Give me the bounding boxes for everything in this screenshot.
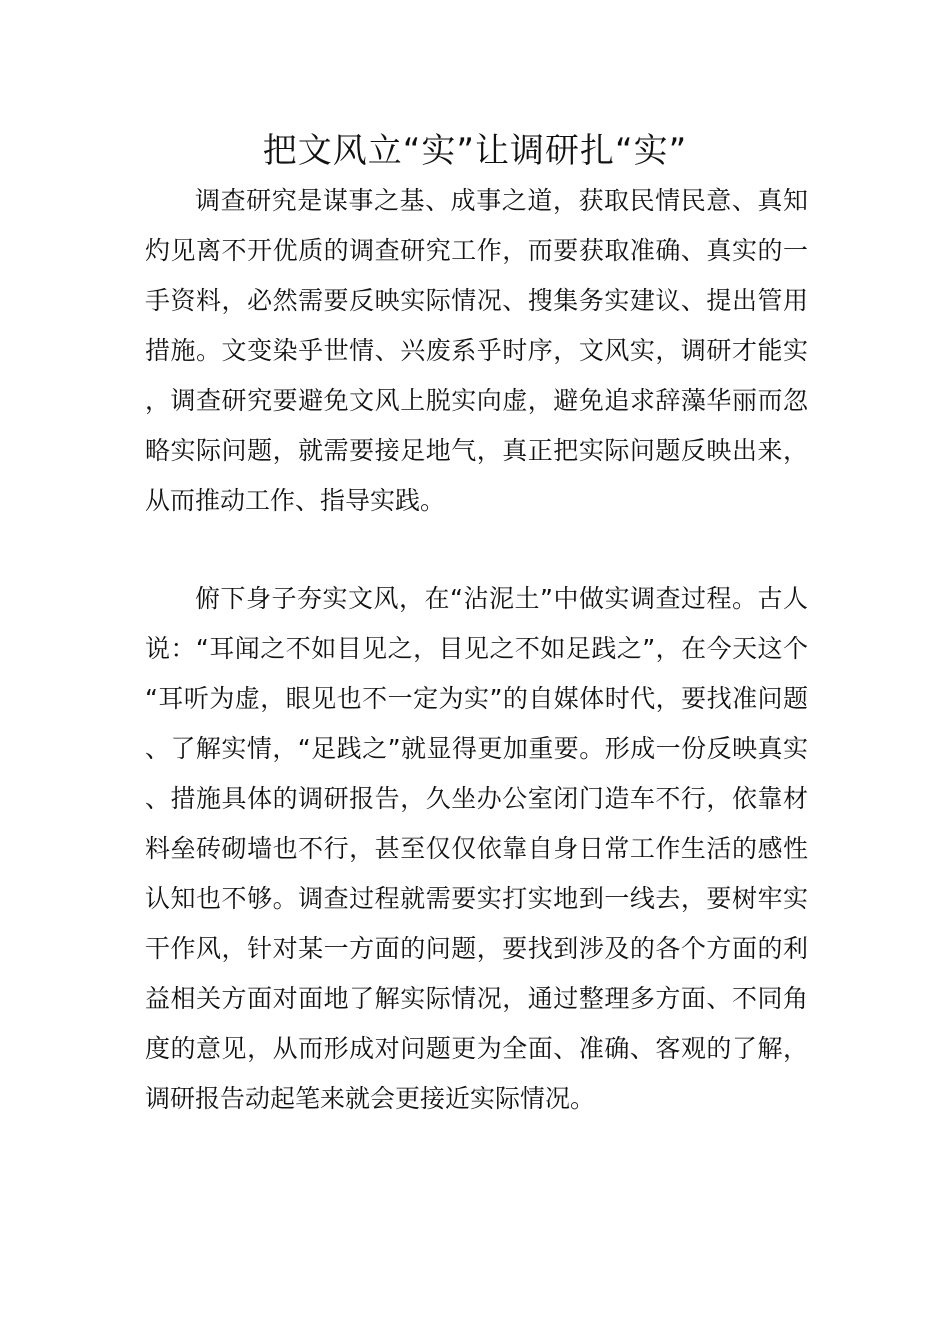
- paragraph-1: 调查研究是谋事之基、成事之道，获取民情民意、真知灼见离不开优质的调查研究工作，而要获取准确、真实的一手资料，必然需要反映实际情况、搜集务实建议、提出管用措施。文变染乎世情、兴废系乎时序，文风实，调研才能实，调查研究要避免文风上脱实向虚，避免追求辞藻华丽而忽略实际问题，就需要接足地气，真正把实际问题反映出来，从而推动工作、指导实践。: [145, 186, 808, 515]
- paragraph-2: 俯下身子夯实文风，在“沾泥土”中做实调查过程。古人说：“耳闻之不如目见之，目见之不如足践之”，在今天这个“耳听为虚，眼见也不一定为实”的自媒体时代，要找准问题、了解实情，“足践之”就显得更加重要。形成一份反映真实、措施具体的调研报告，久坐办公室闭门造车不行，依靠材料垒砖砌墙也不行，甚至仅仅依靠自身日常工作生活的感性认知也不够。调查过程就需要实打实地到一线去，要树牢实干作风，针对某一方面的问题，要找到涉及的各个方面的利益相关方面对面地了解实际情况，通过整理多方面、不同角度的意见，从而形成对问题更为全面、准确、客观的了解，调研报告动起笔来就会更接近实际情况。: [145, 584, 808, 1113]
- document-title: 把文风立“实”让调研扎“实”: [262, 131, 688, 171]
